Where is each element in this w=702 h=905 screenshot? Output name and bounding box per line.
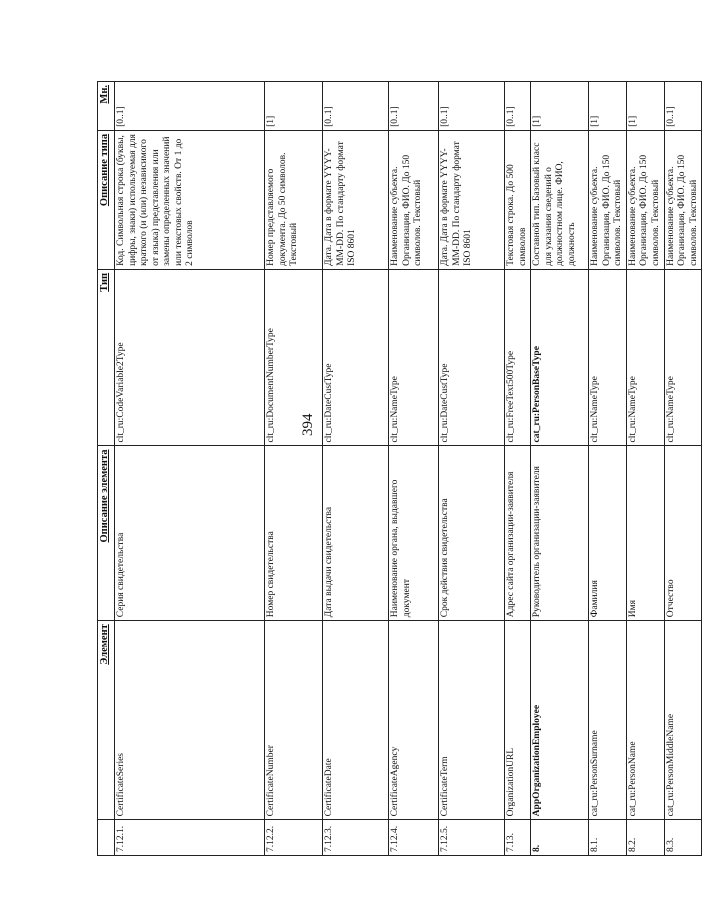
table-row bbox=[664, 82, 702, 856]
row-type-description: Наименование субъекта. Организация, ФИО. До 150 символов. Текстовый bbox=[589, 130, 627, 269]
row-element: cat_ru:PersonMiddleName bbox=[664, 621, 702, 820]
row-element-description: Фамилия bbox=[589, 446, 627, 621]
row-number: 7.13. bbox=[505, 820, 531, 856]
row-element: CertificateSeries bbox=[115, 621, 265, 820]
row-number: 8. bbox=[531, 820, 589, 856]
table-row bbox=[265, 82, 323, 856]
row-element-description: Серия свидетельства bbox=[115, 446, 265, 621]
row-number: 8.2. bbox=[626, 820, 664, 856]
row-type: clt_ru:NameType bbox=[589, 269, 627, 446]
rotated-sheet bbox=[97, 81, 699, 856]
row-number: 7.12.2. bbox=[265, 820, 323, 856]
row-type: clt_ru:NameType bbox=[664, 269, 702, 446]
row-multiplicity: [1] bbox=[626, 82, 664, 131]
row-type-description: Наименование субъекта. Организация, ФИО. До 150 символов. Текстовый bbox=[626, 130, 664, 269]
row-number: 7.12.4. bbox=[389, 820, 439, 856]
row-multiplicity: [0..1] bbox=[439, 82, 505, 131]
row-type-description: Наименование субъекта. Организация, ФИО. До 150 символов. Текстовый bbox=[389, 130, 439, 269]
row-type: clt_ru:DateCustType bbox=[323, 269, 389, 446]
table-body bbox=[115, 82, 702, 856]
row-type: clt_ru:DateCustType bbox=[439, 269, 505, 446]
row-type-description: Код. Символьная строка (буквы, цифры, знаки) используемая для краткого (и (или) независимого от языка) представления или замены определенных значений или текстовых свойств. От 1 до 2 символов bbox=[115, 130, 265, 269]
row-type-description: Наименование субъекта. Организация, ФИО. До 150 символов. Текстовый bbox=[664, 130, 702, 269]
row-element-description: Отчество bbox=[664, 446, 702, 621]
row-multiplicity: [1] bbox=[589, 82, 627, 131]
header-type-description: Описание типа bbox=[98, 130, 115, 269]
row-element-description: Срок действия свидетельства bbox=[439, 446, 505, 621]
row-type: clt_ru:DocumentNumberType bbox=[265, 269, 323, 446]
row-type-description: Дата. Дата в формате YYYY-MM-DD. По стандарту формат ISO 8601 bbox=[323, 130, 389, 269]
row-element-description: Дата выдачи свидетельства bbox=[323, 446, 389, 621]
row-element: cat_ru:PersonName bbox=[626, 621, 664, 820]
page-number: 394 bbox=[300, 413, 316, 436]
table-row bbox=[439, 82, 505, 856]
row-multiplicity: [1] bbox=[265, 82, 323, 131]
row-element: OrganizationURL bbox=[505, 621, 531, 820]
table-row bbox=[531, 82, 589, 856]
table-row bbox=[389, 82, 439, 856]
row-type-description: Текстовая строка. До 500 символов bbox=[505, 130, 531, 269]
header-element: Элемент bbox=[98, 621, 115, 820]
row-element-description: Номер свидетельства bbox=[265, 446, 323, 621]
header-type: Тип bbox=[98, 269, 115, 446]
table-row bbox=[323, 82, 389, 856]
row-type: clt_ru:NameType bbox=[389, 269, 439, 446]
row-number: 8.1. bbox=[589, 820, 627, 856]
row-type: cat_ru:PersonBaseType bbox=[531, 269, 589, 446]
row-multiplicity: [0..1] bbox=[664, 82, 702, 131]
row-element-description: Имя bbox=[626, 446, 664, 621]
row-element: CertificateNumber bbox=[265, 621, 323, 820]
table-row bbox=[115, 82, 265, 856]
row-type-description: Номер представляемого документа. До 50 символов. Текстовый bbox=[265, 130, 323, 269]
row-element: CertificateAgency bbox=[389, 621, 439, 820]
row-type: clt_ru:FreeText500Type bbox=[505, 269, 531, 446]
row-number: 7.12.5. bbox=[439, 820, 505, 856]
row-type: clt_ru:CodeVariable2Type bbox=[115, 269, 265, 446]
row-type-description: Дата. Дата в формате YYYY-MM-DD. По стандарту формат ISO 8601 bbox=[439, 130, 505, 269]
row-element-description: Адрес сайта организации-заявителя bbox=[505, 446, 531, 621]
row-element: CertificateDate bbox=[323, 621, 389, 820]
row-element: AppOrganizationEmployee bbox=[531, 621, 589, 820]
row-multiplicity: [0..1] bbox=[323, 82, 389, 131]
row-element: cat_ru:PersonSurname bbox=[589, 621, 627, 820]
table-row bbox=[505, 82, 531, 856]
row-number: 7.12.3. bbox=[323, 820, 389, 856]
row-element-description: Руководитель организации-заявителя bbox=[531, 446, 589, 621]
table-row bbox=[589, 82, 627, 856]
row-multiplicity: [0..1] bbox=[389, 82, 439, 131]
header-multiplicity: Мн. bbox=[98, 82, 115, 131]
row-number: 7.12.1. bbox=[115, 820, 265, 856]
row-element-description: Наименование органа, выдавшего документ bbox=[389, 446, 439, 621]
table-row bbox=[626, 82, 664, 856]
element-table bbox=[97, 81, 702, 856]
row-multiplicity: [0..1] bbox=[505, 82, 531, 131]
table-header-row bbox=[98, 82, 115, 856]
header-num bbox=[98, 820, 115, 856]
row-multiplicity: [0..1] bbox=[115, 82, 265, 131]
row-type: clt_ru:NameType bbox=[626, 269, 664, 446]
row-multiplicity: [1] bbox=[531, 82, 589, 131]
row-type-description: Составной тип. Базовый класс для указания сведений о должностном лице. ФИО, должность bbox=[531, 130, 589, 269]
row-number: 8.3. bbox=[664, 820, 702, 856]
row-element: CertificateTerm bbox=[439, 621, 505, 820]
header-element-description: Описание элемента bbox=[98, 446, 115, 621]
